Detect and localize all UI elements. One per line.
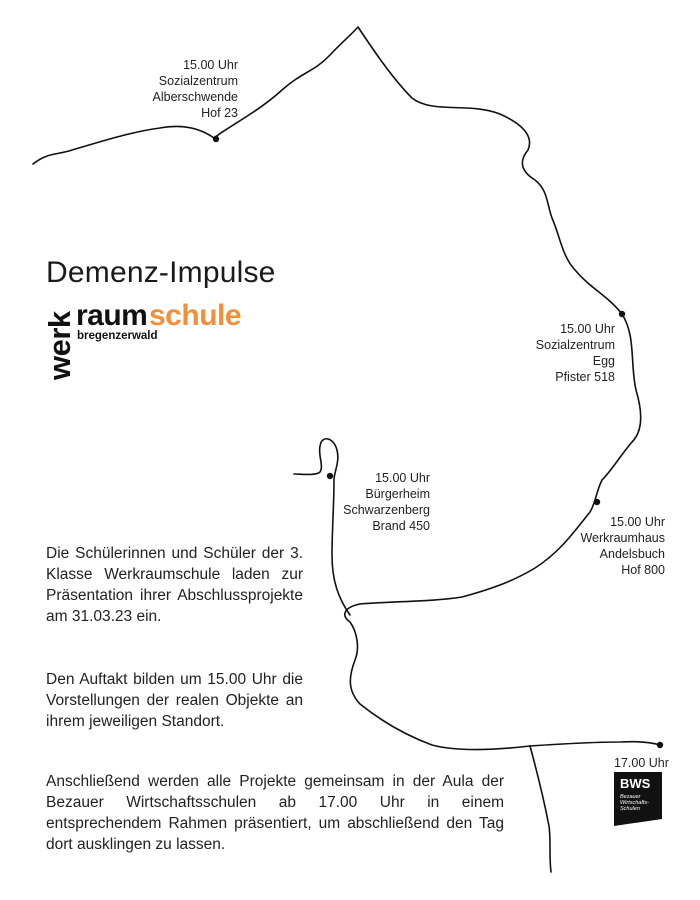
stop-schwarzenberg-dot bbox=[327, 473, 333, 479]
poster-title: Demenz-Impulse bbox=[46, 256, 276, 289]
bws-logo-name: Bezauer Wirtschafts-Schulen bbox=[620, 794, 649, 812]
location-andelsbuch bbox=[580, 514, 665, 578]
logo-region: bregenzerwald bbox=[77, 330, 158, 342]
intro-paragraph: Die Schülerinnen und Schüler der 3. Klasse Werkraumschule laden zur Präsentation ihrer Abschlussprojekte am 31.03.23 ein. bbox=[46, 545, 303, 625]
location-time: 15.00 Uhr bbox=[375, 471, 430, 485]
location-line: Hof 800 bbox=[621, 563, 665, 577]
location-time: 15.00 Uhr bbox=[610, 515, 665, 529]
location-alberschwende bbox=[153, 57, 238, 121]
bws-time: 17.00 Uhr bbox=[614, 756, 669, 770]
stop-egg-dot bbox=[619, 311, 625, 317]
logo-schule: schule bbox=[149, 299, 242, 332]
location-line: Egg bbox=[592, 354, 615, 368]
location-line: Werkraumhaus bbox=[580, 531, 665, 545]
logo-raum: raum bbox=[76, 299, 148, 332]
location-schwarzenberg bbox=[343, 470, 430, 534]
route-line-bws-branch bbox=[530, 746, 551, 872]
location-line: Hof 23 bbox=[201, 106, 238, 120]
location-line: Sozialzentrum bbox=[535, 338, 615, 352]
werkraumschule-logo bbox=[42, 299, 276, 390]
location-line: Alberschwende bbox=[152, 90, 238, 104]
kickoff-paragraph: Den Auftakt bilden um 15.00 Uhr die Vorstellungen der realen Objekte an ihrem jeweiligen Standort. bbox=[46, 671, 303, 730]
stop-alberschwende-dot bbox=[213, 136, 219, 142]
location-time: 15.00 Uhr bbox=[183, 58, 238, 72]
bws-logo bbox=[614, 772, 662, 826]
location-line: Schwarzenberg bbox=[343, 503, 430, 517]
stop-bws-dot bbox=[657, 742, 663, 748]
logo-werk: werk bbox=[42, 311, 77, 380]
stop-andelsbuch-dot bbox=[594, 499, 600, 505]
location-line: Andelsbuch bbox=[599, 547, 665, 561]
location-time: 15.00 Uhr bbox=[560, 322, 615, 336]
location-line: Bürgerheim bbox=[365, 487, 430, 501]
bws-logo-abbr: BWS bbox=[620, 776, 651, 791]
location-line: Sozialzentrum bbox=[158, 74, 238, 88]
location-line: Pfister 518 bbox=[555, 370, 615, 384]
closing-paragraph: Anschließend werden alle Projekte gemeinsam in der Aula der Bezauer Wirtschaftsschulen ab 17.00 Uhr in einem entsprechendem Rahmen präsentiert, um abschließend den Tag dort ausklingen zu lassen. bbox=[46, 773, 504, 853]
location-egg bbox=[536, 321, 615, 385]
location-line: Brand 450 bbox=[372, 519, 430, 533]
